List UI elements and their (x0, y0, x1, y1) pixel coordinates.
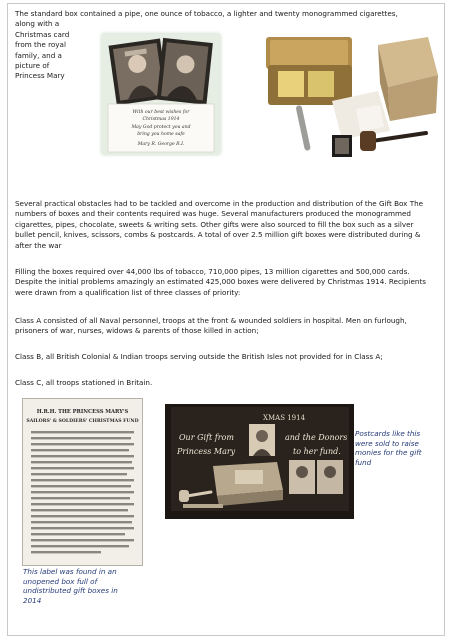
label-heading-line: SAILORS' & SOLDIERS' CHRISTMAS FUND (26, 419, 139, 424)
postcard-caption (355, 429, 422, 467)
postcard-caption-line: fund (355, 457, 372, 467)
card-line: Christmas 1914 (142, 117, 180, 122)
postcard-script-left: Our Gift from (179, 433, 234, 442)
intro-narrow-line: Christmas card (15, 29, 70, 39)
postcard-script-right: and the Donors (285, 433, 348, 442)
paragraph-class-a: Class A consisted of all Naval personnel, troops at the front & wounded soldiers in hospital. Men on furlough, prisoners of war, nurses, widows & parents of those killed in action; (15, 316, 407, 336)
paragraph-production: Several practical obstacles had to be tackled and overcome in the production and distribution of the Gift Box The numbers of boxes and their contents required was huge. Several manufacturers produced the monogrammed cigarettes, pipes, chocolate, sweets & writing sets. Other gifts were also sourced to fill the box such as a silver bullet pencil, knives, scissors, combs & postcards. A total of over 2.5 million gift boxes were distributed during & after the war (15, 199, 424, 250)
postcard-date: XMAS 1914 (263, 414, 306, 422)
fund-label-image (23, 399, 142, 565)
intro-narrow-line: Princess Mary (15, 71, 65, 81)
royal-portrait-photo (102, 34, 220, 154)
gift-box-contents-image (260, 35, 441, 161)
royal-portrait-image (102, 34, 220, 154)
paragraph-class-c: Class C, all troops stationed in Britain. (15, 378, 153, 387)
paragraph-class-b: Class B, all British Colonial & Indian troops serving outside the British Isles not provided for in Class A; (15, 352, 383, 361)
intro-narrow-line: picture of (15, 61, 50, 71)
label-caption (23, 567, 118, 605)
paragraph-filling: Filling the boxes required over 44,000 lbs of tobacco, 710,000 pipes, 13 million cigarettes and 500,000 cards. Despite the initial problems amazingly an estimated 425,000 boxes were delivered by Christmas 1914. Recipients were drawn from a qualification list of three classes of priority: (15, 267, 427, 297)
postcard-script-left: Princess Mary (177, 447, 236, 456)
fund-label-photo (22, 398, 143, 566)
postcard-script-right: to her fund. (293, 447, 341, 456)
gift-box-contents-photo (260, 35, 441, 161)
postcard-image (165, 404, 354, 519)
label-caption-line: 2014 (23, 595, 42, 605)
card-line: With our best wishes for (132, 110, 190, 115)
intro-line-1: The standard box contained a pipe, one ounce of tobacco, a lighter and twenty monogrammed cigarettes, (15, 9, 398, 18)
card-line: Mary R. George R.I. (137, 142, 185, 147)
label-caption-line: unopened box full of (23, 576, 98, 586)
label-heading-line: H.R.H. THE PRINCESS MARY'S (36, 409, 129, 415)
intro-narrow-line: from the royal (15, 40, 66, 50)
label-caption-line: undistributed gift boxes in (23, 586, 118, 596)
intro-narrow-line: family, and a (15, 50, 62, 60)
card-line: bring you home safe (137, 132, 185, 137)
intro-narrow-line: along with a (15, 19, 60, 29)
postcard-photo (165, 404, 354, 519)
postcard-caption-line: Postcards like this (355, 429, 421, 438)
postcard-caption-line: monies for the gift (355, 448, 422, 458)
postcard-caption-line: were sold to raise (355, 438, 419, 448)
label-caption-line: This label was found in an (23, 567, 117, 576)
card-line: May God protect you and (131, 125, 191, 130)
